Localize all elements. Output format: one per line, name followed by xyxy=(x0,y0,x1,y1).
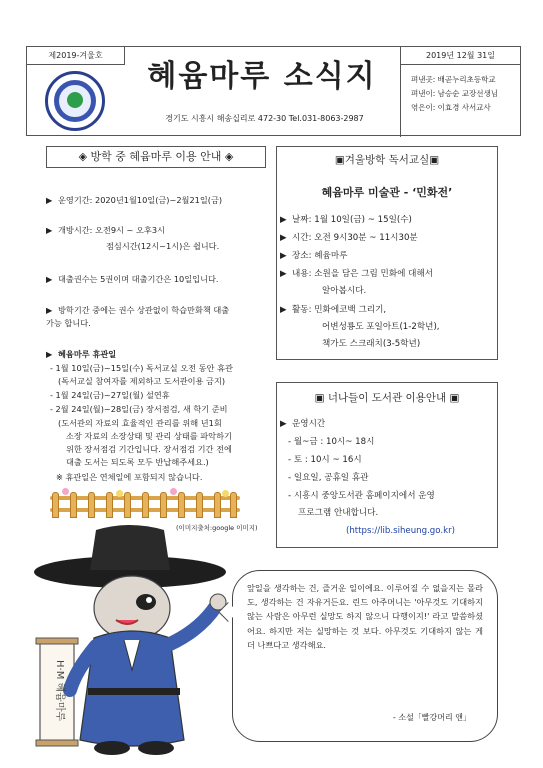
arrow-icon: ▶ xyxy=(46,195,53,205)
operation-period: ▶ 운영기간: 2020년1월10일(금)~2월21일(금) xyxy=(46,195,223,205)
closure-title: ▶ 혜윰마루 휴관일 xyxy=(46,349,117,359)
arrow-icon: ▶ xyxy=(46,274,53,284)
op-weekday: - 월~금 : 10시~ 18시 xyxy=(288,437,375,447)
quote-text: 앞일을 생각하는 건, 즐거운 일이에요. 이루어질 수 없을지는 몰라도, 생각하는 건 자유거든요. 린드 아주머니는 '아무것도 기대하지 않는 사람은 아무런 실망도 하지 않으니 다행이지!' 라고 말씀하셨어요. 하지만 저는 실망하는 것 보다. 아무것도 기대하지 않는 게 더 나쁘다고 생각해요. xyxy=(247,583,483,650)
op-saturday: - 토 : 10시 ~ 16시 xyxy=(288,455,362,465)
arrow-icon: ▶ xyxy=(280,269,287,279)
class-content-cont: 알아봅시다. xyxy=(322,286,367,296)
vacation-usage-heading: ◈ 방학 중 혜윰마루 이용 안내 ◈ xyxy=(46,146,266,168)
class-content: ▶ 내용: 소원을 담은 그림 민화에 대해서 xyxy=(280,268,433,281)
reading-class-title: ▣겨울방학 독서교실▣ xyxy=(334,154,440,166)
op-hours-title: ▶ 운영시간 xyxy=(280,418,325,431)
class-activity-3: 책가도 스크래치(3-5학년) xyxy=(322,339,421,349)
publisher-info xyxy=(400,65,520,137)
comic-loan-note: ▶ 방학기간 중에는 권수 상관없이 학습만화책 대출 xyxy=(46,305,230,315)
issue-date: 2019년 12월 31일 xyxy=(400,47,520,65)
class-time: ▶ 시간: 오전 9시30분 ~ 11시30분 xyxy=(280,232,418,245)
loan-limit: ▶ 대출권수는 5권이며 대출기간은 10일입니다. xyxy=(46,274,219,284)
art-exhibition-subtitle: 혜윰마루 미술관 - ‘민화전’ xyxy=(321,186,453,199)
closure-item-2: - 1월 24일(금)~27일(월) 설연휴 xyxy=(50,390,170,400)
scroll-text: H·M 혜윰마루 xyxy=(54,660,65,722)
arrow-icon: ▶ xyxy=(46,225,53,235)
op-website: - 시흥시 중앙도서관 홈페이지에서 운영 xyxy=(288,491,435,501)
arrow-icon: ▶ xyxy=(46,305,53,315)
newsletter-header xyxy=(26,46,521,136)
comic-loan-note-cont: 가능 합니다. xyxy=(46,318,91,328)
public-library-title: ▣ 너나들이 도서관 이용안내 ▣ xyxy=(314,392,460,404)
op-closed: - 일요일, 공휴일 휴관 xyxy=(288,473,369,483)
closure-item-1: - 1월 10일(금)~15일(수) 독서교실 오전 동안 휴관 xyxy=(50,363,233,373)
newsletter-title: 혜윰마루 소식지 xyxy=(147,59,377,94)
class-activity-2: 어변성룡도 포일아트(1-2학년), xyxy=(322,322,440,332)
closure-item-3: - 2월 24일(월)~28일(금) 장서점검, 새 학기 준비 xyxy=(50,404,228,414)
arrow-icon: ▶ xyxy=(280,233,287,243)
op-website-cont: 프로그램 안내합니다. xyxy=(298,508,379,518)
class-date: ▶ 날짜: 1월 10일(금) ~ 15일(수) xyxy=(280,214,412,227)
closure-item-1-detail: (독서교실 참여자를 제외하고 도서관이용 금지) xyxy=(58,376,226,386)
fence-illustration xyxy=(50,488,240,520)
image-credit: (이미지출처:google 이미지) xyxy=(176,524,258,532)
librarian-character-illustration xyxy=(20,520,240,760)
vacation-usage-section xyxy=(46,146,271,532)
publisher-place: 펴낸곳: 배곧누리초등학교 xyxy=(411,75,496,84)
publisher-person: 펴낸이: 남승순 교장선생님 xyxy=(411,89,498,98)
class-place: ▶ 장소: 혜윰마루 xyxy=(280,250,347,263)
opening-hours: ▶ 개방시간: 오전9시 ~ 오후3시 xyxy=(46,225,165,235)
quote-bubble xyxy=(232,570,498,742)
lunch-break-note: 점심시간(12시~1시)은 쉽니다. xyxy=(106,241,220,251)
arrow-icon: ▶ xyxy=(280,419,287,429)
arrow-icon: ▶ xyxy=(280,305,287,315)
library-url-link[interactable]: (https://lib.siheung.go.kr) xyxy=(346,526,455,536)
class-activity: ▶ 활동: 민화에코백 그리기, xyxy=(280,304,386,317)
closure-item-3-detail-2: 소장 자료의 소장상태 및 관리 상태를 파악하기 xyxy=(66,431,232,441)
arrow-icon: ▶ xyxy=(280,251,287,261)
library-address: 경기도 시흥시 해송십리로 472-30 Tel.031-8063-2987 xyxy=(165,114,364,123)
issue-label: 제2019-겨울호 xyxy=(27,47,125,65)
arrow-icon: ▶ xyxy=(46,349,53,359)
arrow-icon: ▶ xyxy=(280,215,287,225)
editor-name: 엮은이: 이효경 사서교사 xyxy=(411,103,491,112)
school-logo-icon xyxy=(45,71,105,131)
closure-item-3-detail-4: 대출 도서는 되도록 모두 반납해주세요.) xyxy=(66,457,209,467)
quote-source: - 소설「빨강머리 앤」 xyxy=(392,712,471,722)
closure-overdue-note: ※ 휴관일은 연체일에 포함되지 않습니다. xyxy=(56,472,203,482)
closure-item-3-detail-3: 위한 장서점검 기간입니다. 장서점검 기간 전에 xyxy=(66,444,232,454)
closure-item-3-detail-1: (도서관의 자료의 효율적인 관리를 위해 년1회 xyxy=(58,418,222,428)
